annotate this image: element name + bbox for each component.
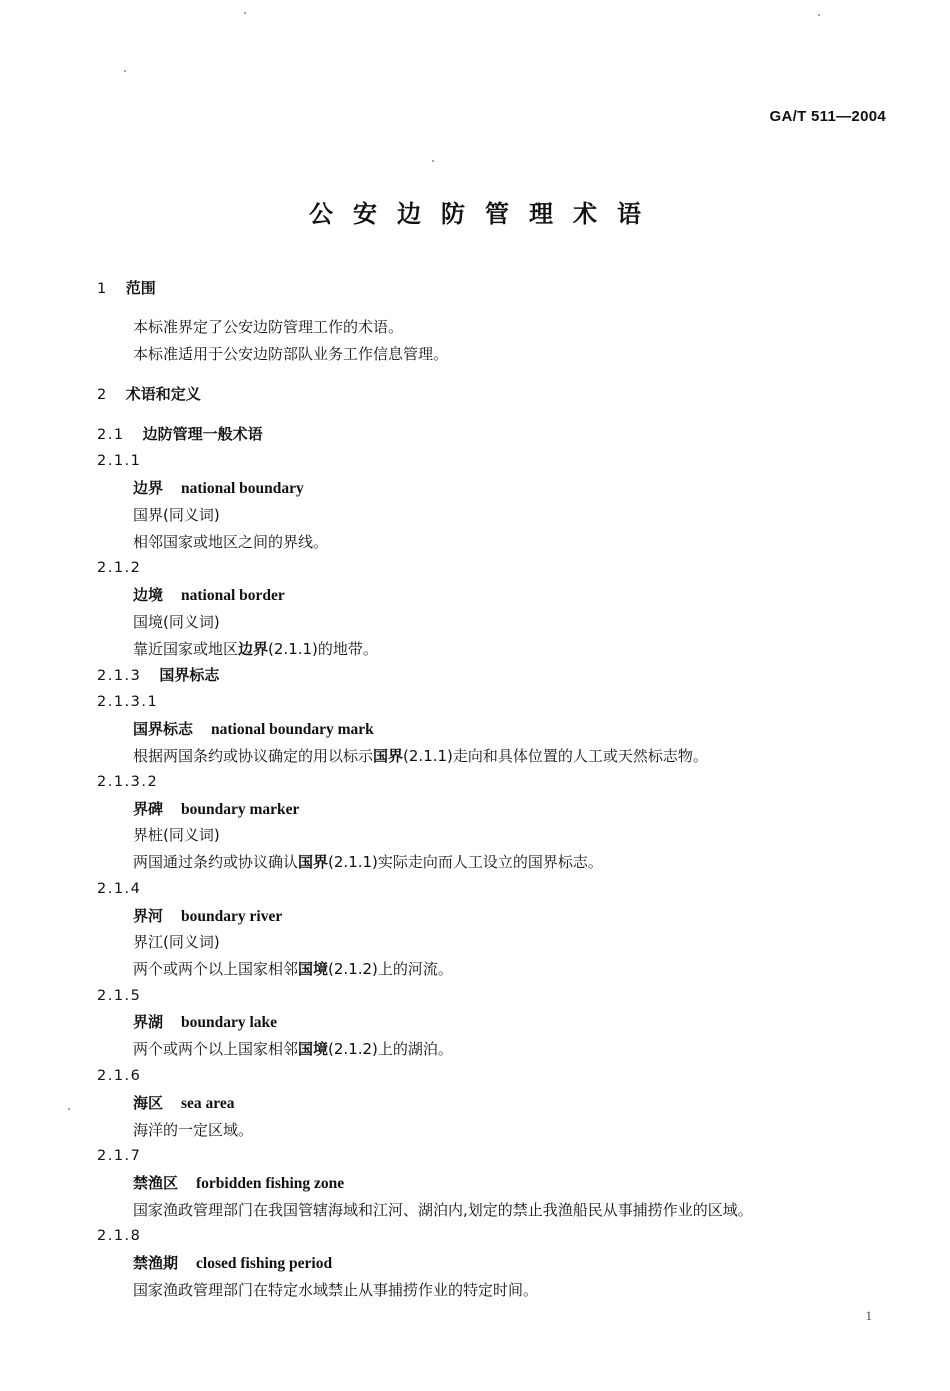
scan-speck: [432, 160, 434, 162]
term-english: forbidden fishing zone: [196, 1175, 345, 1192]
cross-reference: 国界: [373, 747, 404, 765]
term-definition: [133, 852, 603, 872]
cross-reference: 国境: [298, 960, 329, 978]
term-english: boundary river: [181, 908, 283, 925]
definition-text: 靠近国家或地区: [133, 640, 239, 658]
term-chinese: 国界标志: [133, 720, 194, 738]
term-english: sea area: [181, 1095, 235, 1112]
scan-speck: [818, 14, 820, 16]
term-chinese: 界河: [133, 907, 164, 925]
term-definition: [133, 639, 378, 659]
term-definition: 国家渔政管理部门在我国管辖海域和江河、湖泊内,划定的禁止我渔船民从事捕捞作业的区域。: [133, 1201, 753, 1219]
scan-speck: [244, 12, 246, 14]
term-heading: [133, 719, 374, 740]
term-number: 2.1.8: [97, 1228, 142, 1244]
section-title: 边防管理一般术语: [142, 425, 263, 443]
paragraph: 本标准适用于公安边防部队业务工作信息管理。: [133, 345, 449, 363]
term-heading: [133, 906, 282, 927]
term-heading: [133, 1012, 277, 1033]
section-1-heading: [97, 278, 156, 299]
term-heading: [133, 585, 285, 606]
term-english: closed fishing period: [196, 1255, 333, 1272]
term-heading: [133, 1253, 332, 1274]
term-number: 2.1.4: [97, 881, 142, 897]
subsection-heading: [97, 665, 219, 686]
term-heading: [133, 478, 304, 499]
term-synonym: 国境(同义词): [133, 613, 220, 631]
term-definition: 相邻国家或地区之间的界线。: [133, 533, 329, 551]
cross-reference: 边界: [238, 640, 269, 658]
definition-text: (2.1.1)的地带。: [268, 640, 378, 658]
definition-text: 两个或两个以上国家相邻: [133, 1040, 299, 1058]
term-english: national boundary mark: [211, 721, 374, 738]
definition-text: 两国通过条约或协议确认: [133, 853, 299, 871]
term-number: 2.1.3.1: [97, 694, 159, 710]
definition-text: (2.1.2)上的河流。: [328, 960, 453, 978]
term-chinese: 边界: [133, 479, 164, 497]
term-number: 2.1.1: [97, 453, 142, 469]
term-chinese: 边境: [133, 586, 164, 604]
term-synonym: 界桩(同义词): [133, 826, 220, 844]
term-synonym: 国界(同义词): [133, 506, 220, 524]
cross-reference: 国界: [298, 853, 329, 871]
term-definition: [133, 746, 708, 766]
paragraph: 本标准界定了公安边防管理工作的术语。: [133, 318, 404, 336]
term-definition: [133, 1039, 453, 1059]
section-2-heading: [97, 384, 201, 405]
term-english: boundary marker: [181, 801, 300, 818]
term-heading: [133, 1173, 344, 1194]
standard-code: GA/T 511—2004: [769, 108, 886, 125]
section-title: 范围: [125, 279, 156, 297]
scan-speck: [124, 70, 126, 72]
term-number: 2.1.3.2: [97, 774, 159, 790]
term-definition: [133, 959, 453, 979]
term-english: national boundary: [181, 480, 304, 497]
definition-text: (2.1.2)上的湖泊。: [328, 1040, 453, 1058]
scan-speck: [68, 1108, 70, 1110]
term-definition: 海洋的一定区域。: [133, 1121, 254, 1139]
term-heading: [133, 1093, 235, 1114]
term-number: 2.1.7: [97, 1148, 142, 1164]
term-chinese: 界碑: [133, 800, 164, 818]
cross-reference: 国境: [298, 1040, 329, 1058]
term-chinese: 海区: [133, 1094, 164, 1112]
section-title: 国界标志: [159, 666, 220, 684]
term-number: 2.1.5: [97, 988, 142, 1004]
section-title: 术语和定义: [125, 385, 201, 403]
term-chinese: 禁渔期: [133, 1254, 179, 1272]
term-chinese: 界湖: [133, 1013, 164, 1031]
term-synonym: 界江(同义词): [133, 933, 220, 951]
term-chinese: 禁渔区: [133, 1174, 179, 1192]
page-number: 1: [865, 1308, 872, 1323]
section-number: 2: [97, 387, 108, 403]
definition-text: 根据两国条约或协议确定的用以标示: [133, 747, 374, 765]
term-english: national border: [181, 587, 285, 604]
term-english: boundary lake: [181, 1014, 278, 1031]
definition-text: (2.1.1)走向和具体位置的人工或天然标志物。: [403, 747, 708, 765]
term-definition: 国家渔政管理部门在特定水域禁止从事捕捞作业的特定时间。: [133, 1281, 539, 1299]
term-number: 2.1.2: [97, 560, 142, 576]
section-number: 2.1: [97, 427, 125, 443]
subsection-2-1-heading: [97, 424, 263, 445]
section-number: 1: [97, 281, 108, 297]
definition-text: (2.1.1)实际走向而人工设立的国界标志。: [328, 853, 603, 871]
page-title: 公安边防管理术语: [309, 200, 661, 228]
definition-text: 两个或两个以上国家相邻: [133, 960, 299, 978]
term-heading: [133, 799, 299, 820]
term-number: 2.1.6: [97, 1068, 142, 1084]
term-number: 2.1.3: [97, 668, 142, 684]
